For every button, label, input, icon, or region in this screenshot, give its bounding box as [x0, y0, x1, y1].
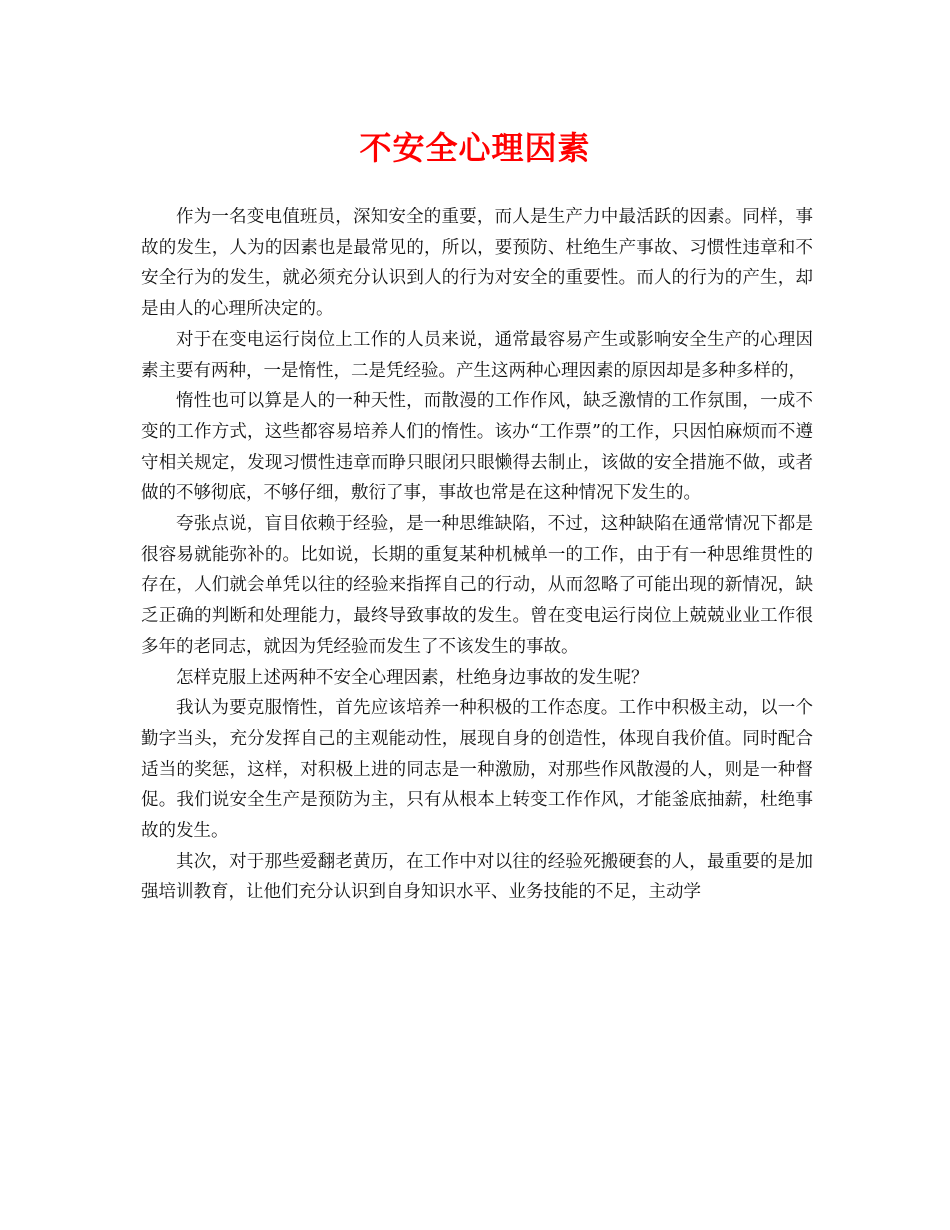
document-title: 不安全心理因素 [359, 129, 591, 167]
document-body [141, 202, 813, 908]
paragraph-4: 夸张点说，盲目依赖于经验，是一种思维缺陷，不过，这种缺陷在通常情况下都是很容易就能弥补的。比如说，长期的重复某种机械单一的工作，由于有一种思维贯性的存在，人们就会单凭以往的经验来指挥自己的行动，从而忽略了可能出现的新情况，缺乏正确的判断和处理能力，最终导致事故的发生。曾在变电运行岗位上兢兢业业工作很多年的老同志，就因为凭经验而发生了不该发生的事故。 [141, 514, 813, 657]
paragraph-6: 我认为要克服惰性，首先应该培养一种积极的工作态度。工作中积极主动，以一个勤字当头，充分发挥自己的主观能动性，展现自身的创造性，体现自我价值。同时配合适当的奖惩，这样，对积极上进的同志是一种激励，对那些作风散漫的人，则是一种督促。我们说安全生产是预防为主，只有从根本上转变工作作风，才能釜底抽薪，杜绝事故的发生。 [141, 698, 813, 842]
paragraph-2: 对于在变电运行岗位上工作的人员来说，通常最容易产生或影响安全生产的心理因素主要有两种，一是惰性，二是凭经验。产生这两种心理因素的原因却是多种多样的， [141, 329, 813, 381]
paragraph-1: 作为一名变电值班员，深知安全的重要，而人是生产力中最活跃的因素。同样，事故的发生，人为的因素也是最常见的，所以，要预防、杜绝生产事故、习惯性违章和不安全行为的发生，就必须充分认识到人的行为对安全的重要性。而人的行为的产生，却是由人的心理所决定的。 [141, 207, 813, 320]
paragraph-7: 其次，对于那些爱翻老黄历，在工作中对以往的经验死搬硬套的人，最重要的是加强培训教育，让他们充分认识到自身知识水平、业务技能的不足，主动学 [141, 851, 813, 903]
paragraph-5: 怎样克服上述两种不安全心理因素，杜绝身边事故的发生呢？ [176, 667, 649, 688]
paragraph-3: 惰性也可以算是人的一种天性，而散漫的工作作风，缺乏激情的工作氛围，一成不变的工作方式，这些都容易培养人们的惰性。该办“工作票”的工作，只因怕麻烦而不遵守相关规定，发现习惯性违章而睁只眼闭只眼懒得去制止，该做的安全措施不做，或者做的不够彻底，不够仔细，敷衍了事，事故也常是在这种情况下发生的。 [141, 391, 813, 504]
